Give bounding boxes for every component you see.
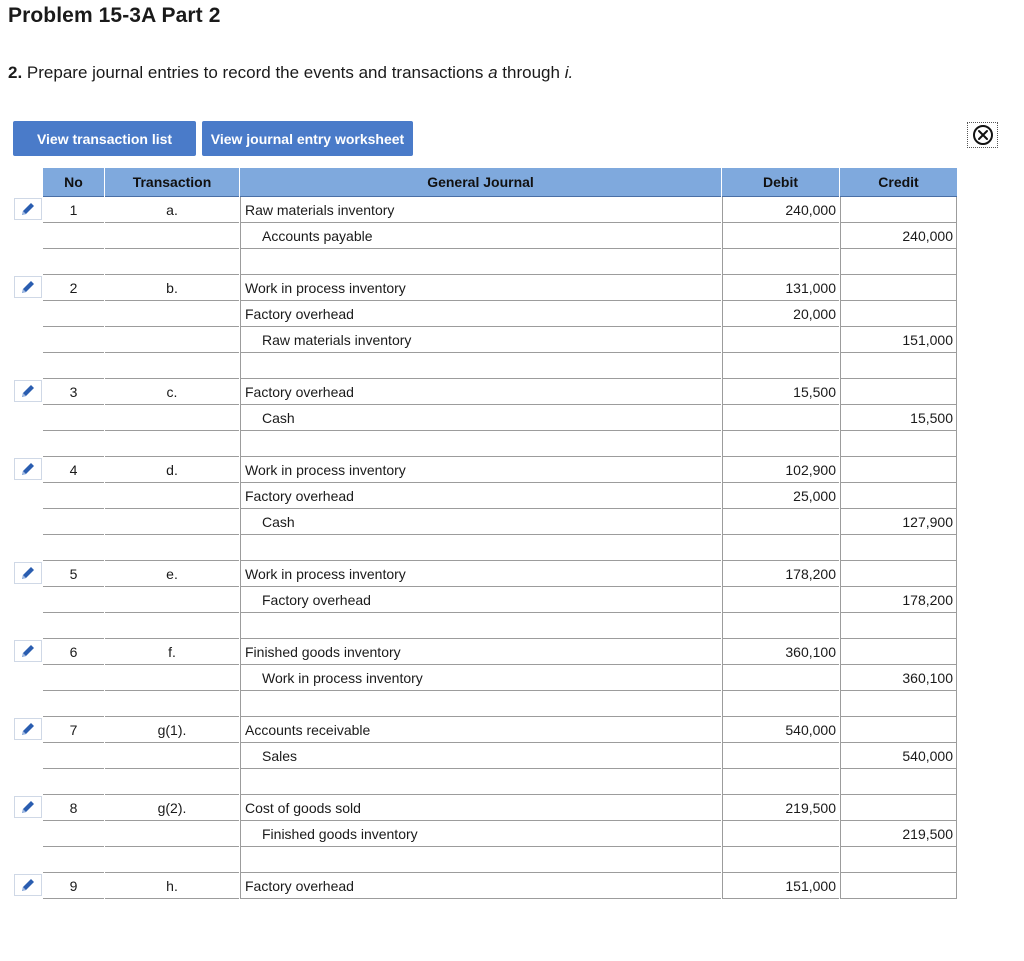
credit-cell[interactable]: [840, 275, 957, 301]
transaction-cell: a.: [105, 197, 239, 223]
entry-number-cell: 4: [43, 457, 104, 483]
transaction-cell: [105, 587, 239, 613]
credit-cell[interactable]: 151,000: [840, 327, 957, 353]
debit-cell[interactable]: [722, 665, 839, 691]
instruction-body: Prepare journal entries to record the events and transactions: [26, 63, 484, 82]
entry-number-cell: [43, 431, 104, 457]
entry-number-cell: [43, 769, 104, 795]
pencil-icon: [19, 720, 37, 738]
credit-cell[interactable]: [840, 431, 957, 457]
transaction-cell: [105, 483, 239, 509]
header-credit: Credit: [840, 168, 957, 197]
entry-number-cell: 5: [43, 561, 104, 587]
entry-number-cell: [43, 223, 104, 249]
account-cell[interactable]: [240, 769, 721, 795]
transaction-cell: [105, 249, 239, 275]
transaction-cell: d.: [105, 457, 239, 483]
entry-number-cell: 2: [43, 275, 104, 301]
credit-cell[interactable]: 240,000: [840, 223, 957, 249]
view-journal-entry-worksheet-button[interactable]: View journal entry worksheet: [202, 121, 413, 156]
entry-number-cell: [43, 665, 104, 691]
transaction-cell: e.: [105, 561, 239, 587]
entry-number-cell: [43, 613, 104, 639]
debit-cell[interactable]: [722, 847, 839, 873]
entry-number-cell: [43, 587, 104, 613]
debit-cell[interactable]: [722, 769, 839, 795]
entry-number-cell: [43, 509, 104, 535]
account-cell[interactable]: [240, 847, 721, 873]
debit-cell[interactable]: [722, 509, 839, 535]
credit-cell[interactable]: [840, 301, 957, 327]
header-transaction: Transaction: [105, 168, 239, 197]
entry-number-cell: [43, 821, 104, 847]
edit-entry-button[interactable]: [14, 562, 42, 584]
transaction-cell: [105, 769, 239, 795]
debit-cell[interactable]: [722, 327, 839, 353]
pencil-icon: [19, 876, 37, 894]
credit-cell[interactable]: [840, 535, 957, 561]
instruction-i: i.: [564, 63, 574, 82]
entry-number-cell: 8: [43, 795, 104, 821]
entry-number-cell: [43, 327, 104, 353]
entry-number-cell: [43, 301, 104, 327]
credit-cell[interactable]: [840, 769, 957, 795]
close-button[interactable]: [967, 122, 998, 148]
transaction-cell: [105, 431, 239, 457]
pencil-icon: [19, 460, 37, 478]
account-cell[interactable]: Cost of goods sold: [240, 795, 721, 821]
debit-cell[interactable]: [722, 353, 839, 379]
entry-number-cell: [43, 249, 104, 275]
credit-cell[interactable]: 127,900: [840, 509, 957, 535]
account-cell[interactable]: Factory overhead: [240, 301, 721, 327]
debit-cell[interactable]: 178,200: [722, 561, 839, 587]
view-transaction-list-button[interactable]: View transaction list: [13, 121, 196, 156]
entry-number-cell: [43, 743, 104, 769]
credit-cell[interactable]: 178,200: [840, 587, 957, 613]
debit-cell[interactable]: 102,900: [722, 457, 839, 483]
transaction-cell: [105, 743, 239, 769]
edit-entry-button[interactable]: [14, 640, 42, 662]
account-cell[interactable]: [240, 613, 721, 639]
credit-cell[interactable]: [840, 795, 957, 821]
debit-cell[interactable]: 15,500: [722, 379, 839, 405]
debit-cell[interactable]: 131,000: [722, 275, 839, 301]
account-cell[interactable]: Work in process inventory: [240, 561, 721, 587]
account-cell[interactable]: [240, 431, 721, 457]
entry-number-cell: [43, 847, 104, 873]
close-circle-icon: [972, 124, 994, 146]
debit-cell[interactable]: [722, 223, 839, 249]
account-cell[interactable]: [240, 535, 721, 561]
credit-cell[interactable]: [840, 197, 957, 223]
edit-entry-button[interactable]: [14, 458, 42, 480]
transaction-cell: [105, 353, 239, 379]
transaction-cell: c.: [105, 379, 239, 405]
transaction-cell: [105, 691, 239, 717]
instruction-through: through: [502, 63, 560, 82]
credit-cell[interactable]: [840, 379, 957, 405]
account-cell[interactable]: [240, 691, 721, 717]
pencil-icon: [19, 200, 37, 218]
debit-cell[interactable]: 151,000: [722, 873, 839, 899]
account-cell[interactable]: [240, 353, 721, 379]
entry-number-cell: [43, 483, 104, 509]
debit-cell[interactable]: [722, 431, 839, 457]
edit-entry-button[interactable]: [14, 718, 42, 740]
credit-cell[interactable]: [840, 249, 957, 275]
transaction-cell: b.: [105, 275, 239, 301]
debit-cell[interactable]: [722, 743, 839, 769]
account-cell[interactable]: Factory overhead: [240, 379, 721, 405]
account-cell[interactable]: Accounts receivable: [240, 717, 721, 743]
credit-cell[interactable]: [840, 639, 957, 665]
debit-cell[interactable]: [722, 691, 839, 717]
account-cell[interactable]: Finished goods inventory: [240, 639, 721, 665]
journal-table: [43, 168, 957, 899]
credit-cell[interactable]: [840, 691, 957, 717]
entry-number-cell: 6: [43, 639, 104, 665]
account-cell[interactable]: [240, 249, 721, 275]
pencil-icon: [19, 382, 37, 400]
account-cell[interactable]: Factory overhead: [240, 587, 721, 613]
account-cell[interactable]: Raw materials inventory: [240, 327, 721, 353]
debit-cell[interactable]: [722, 405, 839, 431]
entry-number-cell: 3: [43, 379, 104, 405]
debit-cell[interactable]: 219,500: [722, 795, 839, 821]
debit-cell[interactable]: 540,000: [722, 717, 839, 743]
transaction-cell: g(1).: [105, 717, 239, 743]
debit-cell[interactable]: [722, 613, 839, 639]
pencil-icon: [19, 798, 37, 816]
transaction-cell: [105, 327, 239, 353]
debit-cell[interactable]: [722, 535, 839, 561]
debit-cell[interactable]: 240,000: [722, 197, 839, 223]
transaction-cell: [105, 301, 239, 327]
transaction-cell: g(2).: [105, 795, 239, 821]
instruction-a: a: [488, 63, 498, 82]
account-cell[interactable]: Work in process inventory: [240, 457, 721, 483]
edit-entry-button[interactable]: [14, 198, 42, 220]
credit-cell[interactable]: 15,500: [840, 405, 957, 431]
credit-cell[interactable]: 360,100: [840, 665, 957, 691]
instruction-number: 2.: [8, 63, 23, 82]
credit-cell[interactable]: [840, 353, 957, 379]
header-general-journal: General Journal: [240, 168, 721, 197]
entry-number-cell: [43, 353, 104, 379]
debit-cell[interactable]: 20,000: [722, 301, 839, 327]
credit-cell[interactable]: [840, 613, 957, 639]
account-cell[interactable]: Cash: [240, 509, 721, 535]
edit-entry-button[interactable]: [14, 796, 42, 818]
credit-cell[interactable]: [840, 457, 957, 483]
credit-cell[interactable]: [840, 873, 957, 899]
entry-number-cell: 1: [43, 197, 104, 223]
credit-cell[interactable]: 219,500: [840, 821, 957, 847]
credit-cell[interactable]: [840, 561, 957, 587]
entry-number-cell: [43, 405, 104, 431]
credit-cell[interactable]: [840, 717, 957, 743]
account-cell[interactable]: Sales: [240, 743, 721, 769]
entry-number-cell: [43, 691, 104, 717]
transaction-cell: [105, 613, 239, 639]
transaction-cell: f.: [105, 639, 239, 665]
account-cell[interactable]: Finished goods inventory: [240, 821, 721, 847]
entry-number-cell: 9: [43, 873, 104, 899]
page-title: Problem 15-3A Part 2: [8, 4, 221, 27]
credit-cell[interactable]: [840, 847, 957, 873]
edit-entry-button[interactable]: [14, 874, 42, 896]
pencil-icon: [19, 642, 37, 660]
pencil-icon: [19, 564, 37, 582]
account-cell[interactable]: Factory overhead: [240, 483, 721, 509]
credit-cell[interactable]: [840, 483, 957, 509]
transaction-cell: h.: [105, 873, 239, 899]
edit-entry-button[interactable]: [14, 276, 42, 298]
transaction-cell: [105, 847, 239, 873]
debit-cell[interactable]: 360,100: [722, 639, 839, 665]
entry-number-cell: 7: [43, 717, 104, 743]
instruction-text: [8, 63, 573, 83]
account-cell[interactable]: Factory overhead: [240, 873, 721, 899]
pencil-icon: [19, 278, 37, 296]
header-debit: Debit: [722, 168, 839, 197]
transaction-cell: [105, 665, 239, 691]
debit-cell[interactable]: [722, 821, 839, 847]
transaction-cell: [105, 223, 239, 249]
account-cell[interactable]: Work in process inventory: [240, 665, 721, 691]
account-cell[interactable]: Cash: [240, 405, 721, 431]
transaction-cell: [105, 821, 239, 847]
account-cell[interactable]: Raw materials inventory: [240, 197, 721, 223]
debit-cell[interactable]: [722, 587, 839, 613]
credit-cell[interactable]: 540,000: [840, 743, 957, 769]
account-cell[interactable]: Accounts payable: [240, 223, 721, 249]
transaction-cell: [105, 405, 239, 431]
edit-entry-button[interactable]: [14, 380, 42, 402]
account-cell[interactable]: Work in process inventory: [240, 275, 721, 301]
entry-number-cell: [43, 535, 104, 561]
transaction-cell: [105, 535, 239, 561]
header-no: No: [43, 168, 104, 197]
debit-cell[interactable]: 25,000: [722, 483, 839, 509]
debit-cell[interactable]: [722, 249, 839, 275]
transaction-cell: [105, 509, 239, 535]
